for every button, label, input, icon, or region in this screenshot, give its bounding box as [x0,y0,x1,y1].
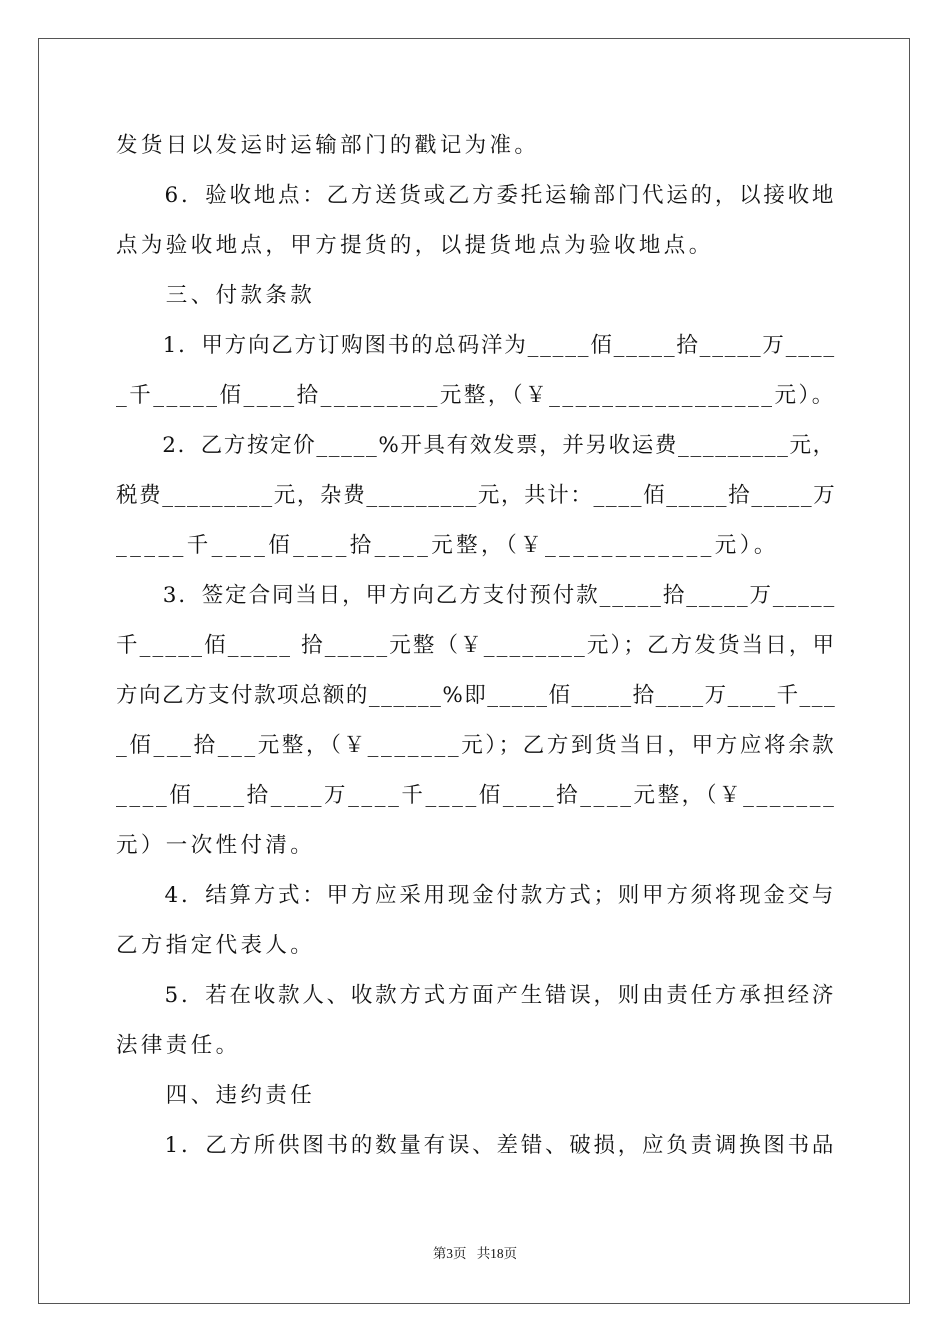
section-heading: 三、付款条款 [116,283,316,308]
text-line: 元）一次性付清。 [116,833,316,858]
text-line: 5．若在收款人、收款方式方面产生错误，则由责任方承担经济 [116,983,837,1008]
text-line: _____千____佰____拾____元整，（￥____________元）。 [116,533,779,558]
section-heading: 四、违约责任 [116,1083,316,1108]
text-line: 乙方指定代表人。 [116,933,316,958]
page-total: 共18页 [476,1246,518,1261]
text-line: 法律责任。 [116,1033,241,1058]
text-line: _佰___拾___元整，（￥_______元）；乙方到货当日，甲方应将余款 [116,733,837,758]
text-line: 2．乙方按定价_____%开具有效发票，并另收运费_________元， [116,433,836,458]
text-line: 1．乙方所供图书的数量有误、差错、破损，应负责调换图书品 [116,1133,837,1158]
text-line: 点为验收地点，甲方提货的，以提货地点为验收地点。 [116,233,714,258]
text-line: 税费_________元，杂费_________元，共计：____佰_____拾_____万 [116,483,837,508]
text-line: 方向乙方支付款项总额的______%即_____佰_____拾____万____千___ [116,683,837,708]
text-line: ____佰____拾____万____千____佰____拾____元整，（￥_______ [116,783,837,808]
page-number: 第3页 [432,1246,467,1261]
text-line: 1．甲方向乙方订购图书的总码洋为_____佰_____拾_____万____ [116,333,836,358]
text-line: 千_____佰_____ 拾_____元整（￥________元）；乙方发货当日，甲 [116,633,837,658]
text-line: 3．签定合同当日，甲方向乙方支付预付款_____拾_____万_____ [116,583,837,608]
text-line: 4．结算方式：甲方应采用现金付款方式；则甲方须将现金交与 [116,883,837,908]
text-line: _千_____佰____拾_________元整，（￥_________________元）。 [116,383,836,408]
page-footer [0,1244,950,1264]
text-line: 6．验收地点：乙方送货或乙方委托运输部门代运的，以接收地 [116,183,837,208]
text-line: 发货日以发运时运输部门的戳记为准。 [116,133,540,158]
